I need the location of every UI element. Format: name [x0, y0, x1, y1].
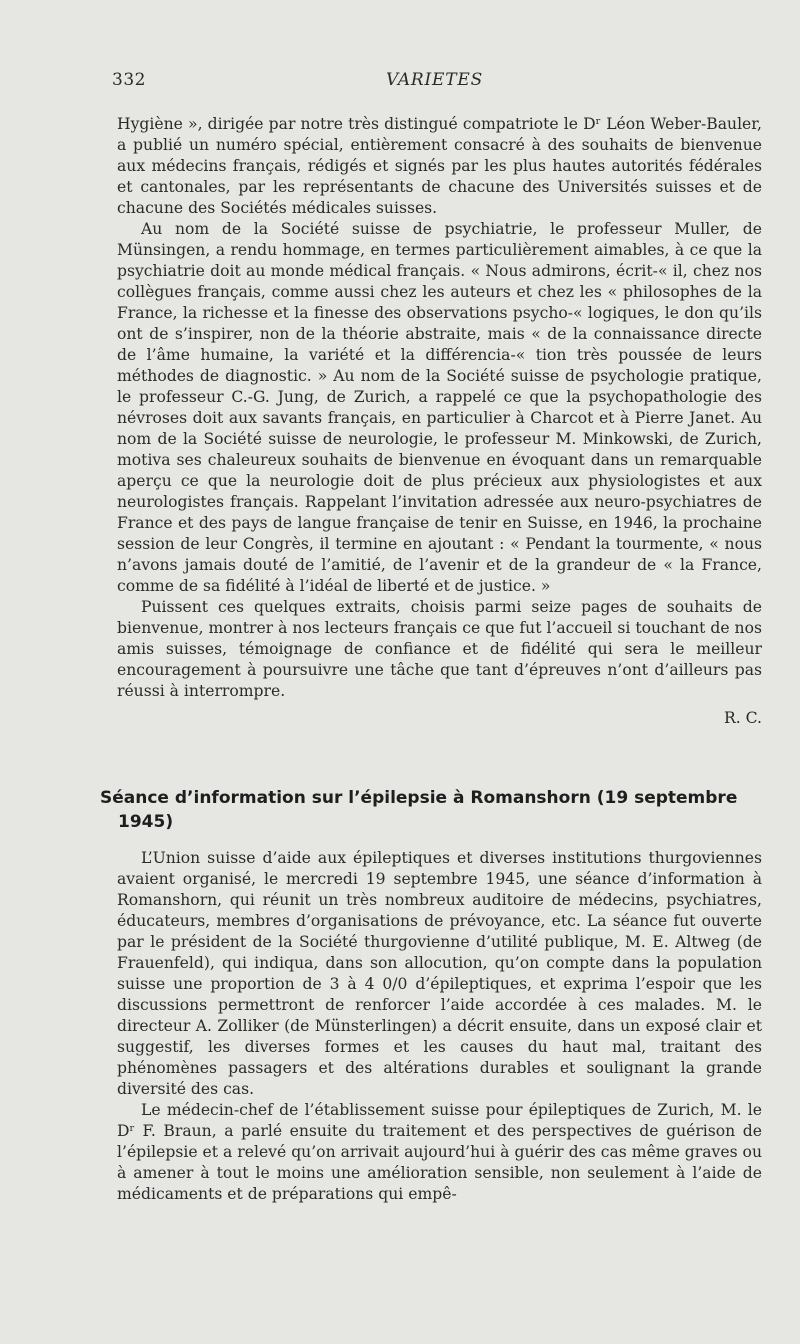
running-header	[112, 70, 757, 96]
paragraph: Hygiène », dirigée par notre très distingué compatriote le Dʳ Léon Weber-Bauler, a publié un numéro spécial, entièrement consacré à des souhaits de bienvenue aux médecins français, rédigés et signés par les plus hautes autorités fédérales et cantonales, par les représentants de chacune des Universités suisses et de chacune des Sociétés médicales suisses.	[117, 115, 762, 217]
paragraph: L’Union suisse d’aide aux épileptiques et diverses institutions thurgoviennes avaient organisé, le mercredi 19 septembre 1945, une séance d’information à Romanshorn, qui réunit un très nombreux auditoire de médecins, psychiatres, éducateurs, membres d’organisations de prévoyance, etc. La séance fut ouverte par le président de la Société thurgovienne d’utilité publique, M. E. Altweg (de Frauenfeld), qui indiqua, dans son allocution, qu’on compte dans la population suisse une proportion de 3 à 4 0/0 d’épileptiques, et exprima l’espoir que les discussions permettront de renforcer l’aide accordée à ces malades. M. le directeur A. Zolliker (de Münsterlingen) a décrit ensuite, dans un exposé clair et suggestif, les diverses formes et les causes du haut mal, traitant des phénomènes passagers et des altérations durables et soulignant la grande diversité des cas.	[117, 849, 762, 1098]
paragraph: Au nom de la Société suisse de psychiatrie, le professeur Muller, de Münsingen, a rendu hommage, en termes particulièrement aimables, à ce que la psychiatrie doit au monde médical français. « Nous admirons, écrit-« il, chez nos collègues français, comme aussi chez les auteurs et chez les « philosophes de la France, la richesse et la finesse des observations psycho-« logiques, le don qu’ils ont de s’inspirer, non de la théorie abstraite, mais « de la connaissance directe de l’âme humaine, la variété et la différencia-« tion très poussée de leurs méthodes de diagnostic. » Au nom de la Société suisse de psychologie pratique, le professeur C.-G. Jung, de Zurich, a rappelé ce que la psychopathologie des névroses doit aux savants français, en particulier à Charcot et à Pierre Janet. Au nom de la Société suisse de neurologie, le professeur M. Minkowski, de Zurich, motiva ses chaleureux souhaits de bienvenue en évoquant dans un remarquable aperçu ce que la neurologie doit de plus précieux aux physiologistes et aux neurologistes français. Rappelant l’invitation adressée aux neuro-psychiatres de France et des pays de langue française de tenir en Suisse, en 1946, la prochaine session de leur Congrès, il termine en ajoutant : « Pendant la tourmente, « nous n’avons jamais douté de l’amitié, de l’avenir et de la grandeur de « la France, comme de sa fidélité à l’idéal de liberté et de justice. »	[117, 220, 762, 595]
paragraph: Le médecin-chef de l’établissement suisse pour épileptiques de Zurich, M. le Dʳ F. Braun, a parlé ensuite du traitement et des perspectives de guérison de l’épilepsie et a relevé qu’on arrivait aujourd’hui à guérir des cas même graves ou à amener à tout le moins une amélioration sensible, non seulement à l’aide de médicaments et de préparations qui empê-	[117, 1101, 762, 1203]
running-title: VARIETES	[385, 70, 484, 90]
section-heading-line-2: 1945)	[118, 812, 174, 832]
section-two	[117, 848, 762, 1205]
section-heading-line-1: Séance d’information sur l’épilepsie à Romanshorn (19 septembre	[100, 788, 738, 808]
section-heading	[100, 786, 765, 834]
paragraph: Puissent ces quelques extraits, choisis parmi seize pages de souhaits de bienvenue, montrer à nos lecteurs français ce que fut l’accueil si touchant de nos amis suisses, témoignage de confiance et de fidélité qui sera le meilleur encouragement à poursuivre une tâche que tant d’épreuves n’ont d’ailleurs pas réussi à interrompre.	[117, 598, 762, 700]
section-one	[117, 114, 762, 727]
page-number: 332	[112, 70, 146, 90]
signature: R. C.	[724, 709, 762, 727]
